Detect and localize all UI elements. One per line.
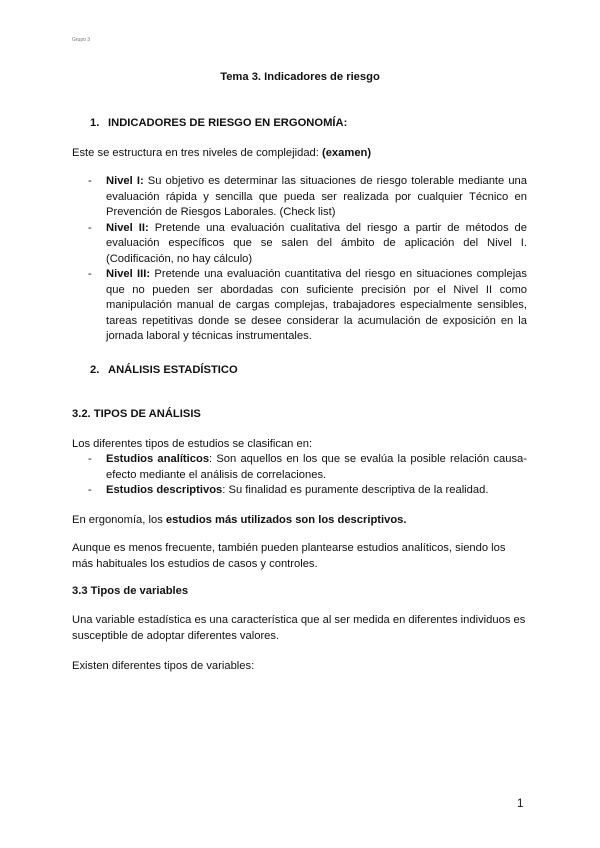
document-title: Tema 3. Indicadores de riesgo — [220, 71, 380, 83]
list-item-label: Estudios descriptivos — [106, 484, 223, 496]
study-types-list — [88, 452, 527, 499]
list-item-label: Nivel III: — [106, 268, 151, 280]
section32-para1-bold: estudios más utilizados son los descriptivos. — [165, 514, 407, 526]
list-item-text: Pretende una evaluación cuantitativa del riesgo en situaciones complejas que no pueden ser abordadas con suficiente precisión por el Nivel II como manipulación manual de cargas complejas, trabajadores especialmente sensibles, tareas repetitivas donde se desee considerar la acumulación de exposición en la jornada laboral y técnicas instrumentales. — [106, 268, 528, 342]
list-dash: - — [88, 453, 92, 465]
section1-number: 1. — [90, 117, 100, 129]
list-item-text: : Su finalidad es puramente descriptiva de la realidad. — [222, 484, 489, 496]
list-item — [88, 267, 527, 345]
section32-para2: Aunque es menos frecuente, también pueden plantearse estudios analíticos, siendo los más habituales los estudios de casos y controles. — [72, 542, 506, 570]
section32-para1-normal: En ergonomía, los — [72, 514, 166, 526]
section33-para2: Existen diferentes tipos de variables: — [72, 660, 255, 672]
list-dash: - — [88, 484, 92, 496]
list-item — [88, 452, 527, 483]
section33-heading: 3.3 Tipos de variables — [72, 585, 189, 597]
list-item — [88, 174, 527, 221]
list-dash: - — [88, 268, 92, 280]
section32-intro: Los diferentes tipos de estudios se clasifican en: — [72, 438, 313, 450]
section1-intro-text: Este se estructura en tres niveles de complejidad: — [72, 147, 319, 159]
list-dash: - — [88, 175, 92, 187]
section32-para1 — [72, 512, 527, 528]
list-dash: - — [88, 221, 92, 234]
section1-heading — [90, 117, 347, 129]
levels-list — [88, 174, 527, 345]
section2-heading — [90, 364, 238, 376]
list-item-label: Nivel I: — [106, 175, 144, 187]
header-small-text: Grupo 3 — [72, 37, 91, 43]
section1-intro-bold: (examen) — [321, 147, 372, 159]
list-item-label: Estudios analíticos — [106, 453, 210, 465]
section1-heading-text: INDICADORES DE RIESGO EN ERGONOMÍA: — [108, 117, 348, 129]
section2-heading-text: ANÁLISIS ESTADÍSTICO — [108, 364, 238, 376]
list-item — [88, 483, 527, 499]
page-number: 1 — [517, 798, 524, 810]
list-item-label: Nivel II: — [106, 221, 149, 234]
list-item-text: Su objetivo es determinar las situaciones de riesgo tolerable mediante una evaluación rápida y sencilla que pueda ser realizada por cualquier Técnico en Prevención de Riesgos Laborales. (Check list) — [106, 175, 528, 218]
list-item-text: Pretende una evaluación cualitativa del riesgo a partir de métodos de evaluación específicos que se salen del ámbito de aplicación del Nivel I. (Codificación, no hay cálculo) — [106, 221, 528, 265]
section1-intro — [72, 145, 527, 161]
list-item-text: : Son aquellos en los que se evalúa la posible relación causa-efecto mediante el análisis de correlaciones. — [106, 453, 527, 481]
section32-heading: 3.2. TIPOS DE ANÁLISIS — [72, 408, 201, 420]
section2-number: 2. — [90, 364, 100, 376]
section33-para1: Una variable estadística es una característica que al ser medida en diferentes individuos es susceptible de adoptar diferentes valores. — [72, 614, 526, 642]
list-item — [88, 221, 527, 268]
